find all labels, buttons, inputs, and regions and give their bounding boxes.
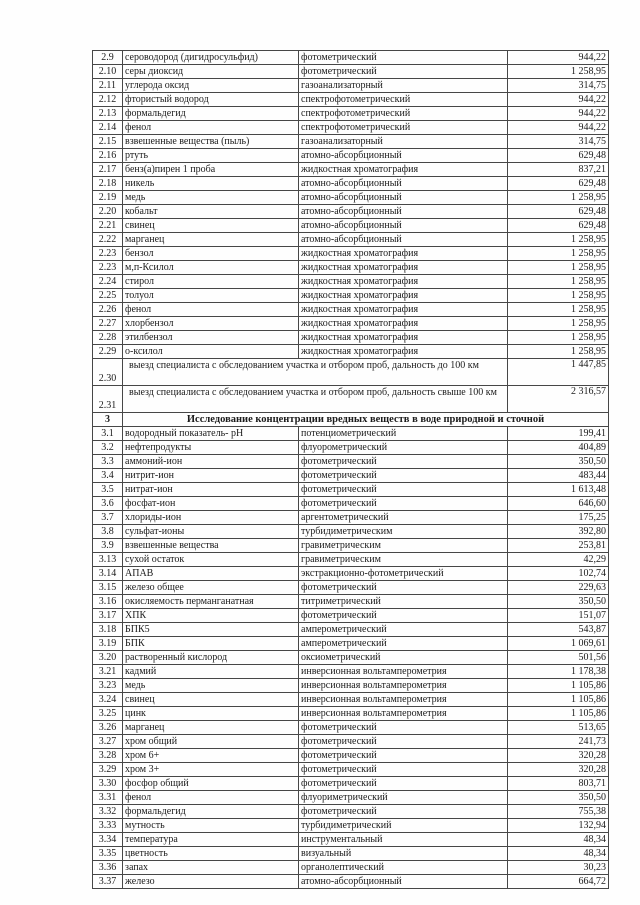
method-name: амперометрический (299, 637, 508, 651)
price-value: 1 105,86 (508, 693, 609, 707)
price-value: 241,73 (508, 735, 609, 749)
method-name: спектрофотометрический (299, 93, 508, 107)
row-number: 2.14 (93, 121, 123, 135)
substance-name: нефтепродукты (123, 441, 299, 455)
table-row (93, 191, 609, 205)
substance-name: сероводород (дигидросульфид) (123, 51, 299, 65)
substance-name: водородный показатель- pH (123, 427, 299, 441)
table-row (93, 163, 609, 177)
method-name: жидкостная хроматография (299, 275, 508, 289)
substance-name: углерода оксид (123, 79, 299, 93)
price-value: 1 258,95 (508, 331, 609, 345)
method-name: инверсионная вольтамперометрия (299, 693, 508, 707)
substance-name: хром 3+ (123, 763, 299, 777)
row-number: 2.30 (93, 359, 123, 386)
row-number: 2.23 (93, 247, 123, 261)
row-number: 2.15 (93, 135, 123, 149)
substance-name: сульфат-ионы (123, 525, 299, 539)
price-value: 803,71 (508, 777, 609, 791)
substance-name: цветность (123, 847, 299, 861)
row-number: 3.36 (93, 861, 123, 875)
row-number: 3.17 (93, 609, 123, 623)
row-number: 2.12 (93, 93, 123, 107)
table-row (93, 303, 609, 317)
price-value: 1 447,85 (508, 359, 609, 386)
method-name: оксиометрический (299, 651, 508, 665)
price-value: 1 258,95 (508, 317, 609, 331)
method-name: фотометрический (299, 735, 508, 749)
substance-name: хлориды-ион (123, 511, 299, 525)
table-row (93, 331, 609, 345)
substance-name: формальдегид (123, 107, 299, 121)
substance-name: фосфор общий (123, 777, 299, 791)
method-name: фотометрический (299, 777, 508, 791)
price-value: 629,48 (508, 177, 609, 191)
section-header-row (93, 413, 609, 427)
method-name: фотометрический (299, 609, 508, 623)
table-row (93, 247, 609, 261)
method-name: атомно-абсорбционный (299, 191, 508, 205)
substance-name: хром общий (123, 735, 299, 749)
method-name: экстракционно-фотометрический (299, 567, 508, 581)
method-name: атомно-абсорбционный (299, 205, 508, 219)
substance-name: запах (123, 861, 299, 875)
method-name: гравиметрическим (299, 553, 508, 567)
row-number: 2.11 (93, 79, 123, 93)
price-value: 501,56 (508, 651, 609, 665)
price-value: 1 258,95 (508, 275, 609, 289)
substance-name: БПК (123, 637, 299, 651)
substance-name: цинк (123, 707, 299, 721)
method-name: фотометрический (299, 749, 508, 763)
table-row (93, 637, 609, 651)
section-title: Исследование концентрации вредных веществ в воде природной и сточной (123, 413, 609, 427)
table-row (93, 595, 609, 609)
price-value: 320,28 (508, 749, 609, 763)
table-row (93, 51, 609, 65)
substance-name: фенол (123, 121, 299, 135)
method-name: потенциометрический (299, 427, 508, 441)
substance-name: нитрит-ион (123, 469, 299, 483)
table-row (93, 651, 609, 665)
row-number: 3.15 (93, 581, 123, 595)
table-row-merged (93, 359, 609, 386)
table-row (93, 805, 609, 819)
method-name: жидкостная хроматография (299, 261, 508, 275)
method-name: флуориметрический (299, 791, 508, 805)
price-value: 132,94 (508, 819, 609, 833)
price-value: 42,29 (508, 553, 609, 567)
method-name: фотометрический (299, 497, 508, 511)
substance-name: окисляемость перманганатная (123, 595, 299, 609)
table-row (93, 233, 609, 247)
method-name: фотометрический (299, 721, 508, 735)
price-value: 513,65 (508, 721, 609, 735)
price-value: 1 258,95 (508, 303, 609, 317)
table-row (93, 427, 609, 441)
substance-name: хром 6+ (123, 749, 299, 763)
method-name: спектрофотометрический (299, 121, 508, 135)
price-value: 30,23 (508, 861, 609, 875)
table-row (93, 833, 609, 847)
row-number: 3.19 (93, 637, 123, 651)
row-number: 2.26 (93, 303, 123, 317)
method-name: спектрофотометрический (299, 107, 508, 121)
substance-name: взвешенные вещества (пыль) (123, 135, 299, 149)
row-number: 3.7 (93, 511, 123, 525)
method-name: атомно-абсорбционный (299, 233, 508, 247)
price-value: 629,48 (508, 205, 609, 219)
row-number: 3.5 (93, 483, 123, 497)
table-row (93, 345, 609, 359)
table-row (93, 317, 609, 331)
price-value: 1 258,95 (508, 191, 609, 205)
table-row (93, 289, 609, 303)
table-row (93, 219, 609, 233)
price-value: 944,22 (508, 121, 609, 135)
substance-name: м,п-Ксилол (123, 261, 299, 275)
row-number: 3.13 (93, 553, 123, 567)
table-row (93, 65, 609, 79)
price-value: 944,22 (508, 51, 609, 65)
table-row (93, 609, 609, 623)
method-name: фотометрический (299, 581, 508, 595)
method-name: аргентометрический (299, 511, 508, 525)
price-value: 175,25 (508, 511, 609, 525)
row-number: 3.4 (93, 469, 123, 483)
substance-name: этилбензол (123, 331, 299, 345)
table-row (93, 121, 609, 135)
row-number: 3.33 (93, 819, 123, 833)
substance-name: бенз(а)пирен 1 проба (123, 163, 299, 177)
price-value: 350,50 (508, 791, 609, 805)
method-name: фотометрический (299, 483, 508, 497)
substance-name: бензол (123, 247, 299, 261)
method-name: амперометрический (299, 623, 508, 637)
row-number: 3.37 (93, 875, 123, 889)
table-row (93, 553, 609, 567)
row-number: 3.8 (93, 525, 123, 539)
table-row (93, 275, 609, 289)
price-value: 1 105,86 (508, 679, 609, 693)
table-row (93, 135, 609, 149)
row-number: 2.16 (93, 149, 123, 163)
row-number: 3.3 (93, 455, 123, 469)
row-number: 2.19 (93, 191, 123, 205)
price-value: 314,75 (508, 79, 609, 93)
method-name: инверсионная вольтамперометрия (299, 707, 508, 721)
row-number: 3.16 (93, 595, 123, 609)
row-number: 2.24 (93, 275, 123, 289)
table-row-merged (93, 386, 609, 413)
row-number: 3.23 (93, 679, 123, 693)
price-value: 314,75 (508, 135, 609, 149)
method-name: жидкостная хроматография (299, 345, 508, 359)
method-name: атомно-абсорбционный (299, 177, 508, 191)
row-number: 3.20 (93, 651, 123, 665)
table-row (93, 525, 609, 539)
row-number: 2.13 (93, 107, 123, 121)
substance-name: выезд специалиста с обследованием участка и отбором проб, дальность свыше 100 км (123, 386, 508, 413)
substance-name: свинец (123, 219, 299, 233)
substance-name: марганец (123, 721, 299, 735)
substance-name: аммоний-ион (123, 455, 299, 469)
table-row (93, 721, 609, 735)
row-number: 2.25 (93, 289, 123, 303)
price-value: 944,22 (508, 93, 609, 107)
row-number: 2.10 (93, 65, 123, 79)
substance-name: фтористый водород (123, 93, 299, 107)
price-value: 1 258,95 (508, 65, 609, 79)
price-value: 629,48 (508, 219, 609, 233)
substance-name: нитрат-ион (123, 483, 299, 497)
method-name: фотометрический (299, 65, 508, 79)
method-name: фотометрический (299, 455, 508, 469)
price-value: 102,74 (508, 567, 609, 581)
price-table-body (93, 51, 609, 889)
row-number: 2.18 (93, 177, 123, 191)
substance-name: ртуть (123, 149, 299, 163)
row-number: 3.24 (93, 693, 123, 707)
substance-name: толуол (123, 289, 299, 303)
method-name: атомно-абсорбционный (299, 875, 508, 889)
row-number: 3.31 (93, 791, 123, 805)
substance-name: серы диоксид (123, 65, 299, 79)
price-value: 1 258,95 (508, 233, 609, 247)
method-name: жидкостная хроматография (299, 303, 508, 317)
row-number: 3.14 (93, 567, 123, 581)
substance-name: АПАВ (123, 567, 299, 581)
table-row (93, 861, 609, 875)
substance-name: кадмий (123, 665, 299, 679)
method-name: фотометрический (299, 763, 508, 777)
substance-name: стирол (123, 275, 299, 289)
method-name: атомно-абсорбционный (299, 149, 508, 163)
section-number: 3 (93, 413, 123, 427)
row-number: 3.1 (93, 427, 123, 441)
row-number: 3.2 (93, 441, 123, 455)
price-value: 253,81 (508, 539, 609, 553)
price-value: 944,22 (508, 107, 609, 121)
price-value: 1 258,95 (508, 261, 609, 275)
substance-name: медь (123, 679, 299, 693)
method-name: визуальный (299, 847, 508, 861)
row-number: 2.31 (93, 386, 123, 413)
price-value: 1 258,95 (508, 345, 609, 359)
method-name: турбидиметрическим (299, 525, 508, 539)
table-row (93, 497, 609, 511)
row-number: 3.27 (93, 735, 123, 749)
row-number: 2.17 (93, 163, 123, 177)
price-value: 199,41 (508, 427, 609, 441)
row-number: 3.35 (93, 847, 123, 861)
method-name: титриметрический (299, 595, 508, 609)
row-number: 3.30 (93, 777, 123, 791)
row-number: 3.32 (93, 805, 123, 819)
price-value: 48,34 (508, 847, 609, 861)
row-number: 3.29 (93, 763, 123, 777)
price-value: 229,63 (508, 581, 609, 595)
table-row (93, 261, 609, 275)
row-number: 2.9 (93, 51, 123, 65)
table-row (93, 149, 609, 163)
price-value: 2 316,57 (508, 386, 609, 413)
substance-name: железо (123, 875, 299, 889)
method-name: фотометрический (299, 51, 508, 65)
price-value: 837,21 (508, 163, 609, 177)
method-name: атомно-абсорбционный (299, 219, 508, 233)
substance-name: свинец (123, 693, 299, 707)
table-row (93, 847, 609, 861)
table-row (93, 623, 609, 637)
method-name: фотометрический (299, 805, 508, 819)
price-value: 483,44 (508, 469, 609, 483)
substance-name: железо общее (123, 581, 299, 595)
price-value: 1 069,61 (508, 637, 609, 651)
table-row (93, 763, 609, 777)
table-row (93, 511, 609, 525)
row-number: 2.20 (93, 205, 123, 219)
row-number: 2.28 (93, 331, 123, 345)
row-number: 3.25 (93, 707, 123, 721)
row-number: 2.21 (93, 219, 123, 233)
substance-name: БПК5 (123, 623, 299, 637)
price-table (92, 50, 609, 889)
price-value: 1 178,38 (508, 665, 609, 679)
method-name: газоанализаторный (299, 135, 508, 149)
method-name: газоанализаторный (299, 79, 508, 93)
substance-name: медь (123, 191, 299, 205)
row-number: 3.21 (93, 665, 123, 679)
table-row (93, 707, 609, 721)
table-row (93, 693, 609, 707)
price-value: 350,50 (508, 595, 609, 609)
row-number: 2.22 (93, 233, 123, 247)
price-value: 646,60 (508, 497, 609, 511)
method-name: инверсионная вольтамперометрия (299, 665, 508, 679)
method-name: жидкостная хроматография (299, 247, 508, 261)
substance-name: фенол (123, 791, 299, 805)
table-row (93, 539, 609, 553)
method-name: жидкостная хроматография (299, 331, 508, 345)
table-row (93, 93, 609, 107)
method-name: жидкостная хроматография (299, 317, 508, 331)
table-row (93, 455, 609, 469)
price-value: 1 258,95 (508, 247, 609, 261)
table-row (93, 777, 609, 791)
row-number: 2.23 (93, 261, 123, 275)
row-number: 3.6 (93, 497, 123, 511)
substance-name: формальдегид (123, 805, 299, 819)
price-value: 629,48 (508, 149, 609, 163)
price-value: 543,87 (508, 623, 609, 637)
row-number: 2.29 (93, 345, 123, 359)
substance-name: о-ксилол (123, 345, 299, 359)
price-value: 755,38 (508, 805, 609, 819)
substance-name: никель (123, 177, 299, 191)
price-value: 350,50 (508, 455, 609, 469)
price-value: 320,28 (508, 763, 609, 777)
table-row (93, 441, 609, 455)
substance-name: фосфат-ион (123, 497, 299, 511)
table-row (93, 469, 609, 483)
substance-name: температура (123, 833, 299, 847)
method-name: инверсионная вольтамперометрия (299, 679, 508, 693)
substance-name: хлорбензол (123, 317, 299, 331)
table-row (93, 819, 609, 833)
table-row (93, 665, 609, 679)
price-value: 404,89 (508, 441, 609, 455)
method-name: инструментальный (299, 833, 508, 847)
substance-name: кобальт (123, 205, 299, 219)
table-row (93, 581, 609, 595)
row-number: 3.28 (93, 749, 123, 763)
table-row (93, 749, 609, 763)
row-number: 3.26 (93, 721, 123, 735)
method-name: фотометрический (299, 469, 508, 483)
method-name: органолептический (299, 861, 508, 875)
table-row (93, 107, 609, 121)
price-value: 151,07 (508, 609, 609, 623)
substance-name: выезд специалиста с обследованием участка и отбором проб, дальность до 100 км (123, 359, 508, 386)
table-row (93, 679, 609, 693)
substance-name: сухой остаток (123, 553, 299, 567)
table-row (93, 875, 609, 889)
price-value: 48,34 (508, 833, 609, 847)
price-value: 664,72 (508, 875, 609, 889)
method-name: жидкостная хроматография (299, 289, 508, 303)
table-row (93, 483, 609, 497)
method-name: жидкостная хроматография (299, 163, 508, 177)
price-value: 1 613,48 (508, 483, 609, 497)
row-number: 2.27 (93, 317, 123, 331)
method-name: турбидиметрический (299, 819, 508, 833)
row-number: 3.9 (93, 539, 123, 553)
substance-name: марганец (123, 233, 299, 247)
price-value: 392,80 (508, 525, 609, 539)
substance-name: ХПК (123, 609, 299, 623)
table-row (93, 791, 609, 805)
substance-name: растворенный кислород (123, 651, 299, 665)
table-row (93, 177, 609, 191)
table-row (93, 567, 609, 581)
substance-name: взвешенные вещества (123, 539, 299, 553)
table-row (93, 735, 609, 749)
price-value: 1 105,86 (508, 707, 609, 721)
table-row (93, 205, 609, 219)
price-value: 1 258,95 (508, 289, 609, 303)
row-number: 3.18 (93, 623, 123, 637)
substance-name: фенол (123, 303, 299, 317)
row-number: 3.34 (93, 833, 123, 847)
table-row (93, 79, 609, 93)
method-name: гравиметрическим (299, 539, 508, 553)
substance-name: мутность (123, 819, 299, 833)
method-name: флуорометрический (299, 441, 508, 455)
